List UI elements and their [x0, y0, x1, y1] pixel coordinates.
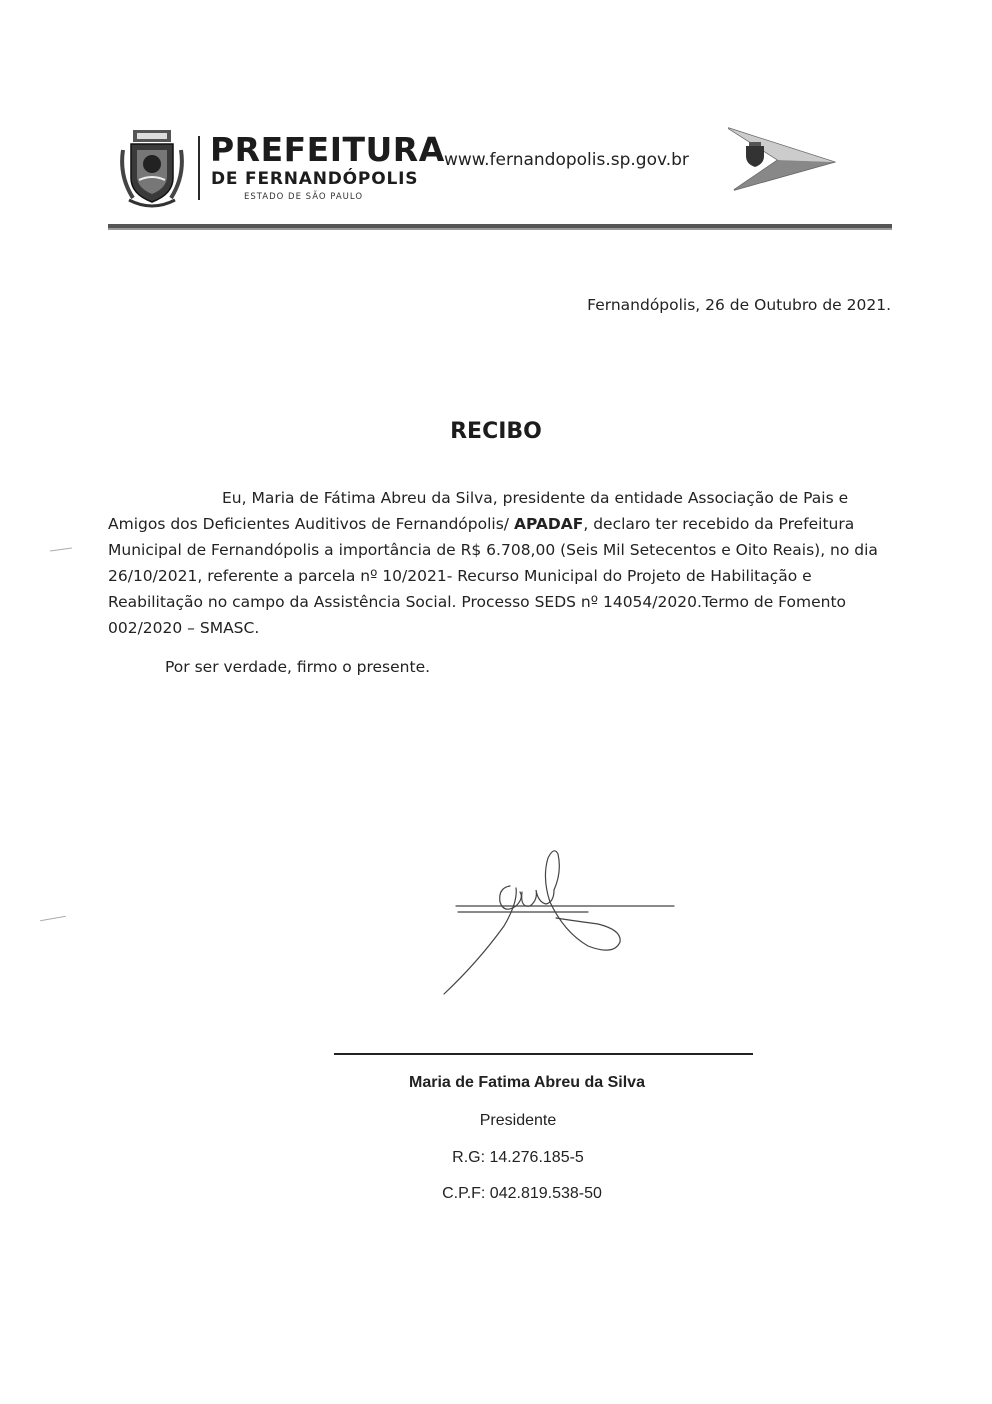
closing-statement: Por ser verdade, firmo o presente. [165, 658, 431, 676]
document-date: Fernandópolis, 26 de Outubro de 2021. [587, 296, 891, 314]
header-rule [108, 224, 892, 230]
body-text-part1: Eu, Maria de Fátima Abreu da Silva, presidente da entidade Associação de Pais e Amigos dos Deficientes Auditivos de Fernandópolis/ [108, 489, 849, 533]
website-link[interactable]: www.fernandopolis.sp.gov.br [444, 150, 689, 170]
scan-mark [40, 916, 66, 921]
scan-mark [50, 547, 72, 551]
receipt-body [108, 485, 898, 641]
signer-name: Maria de Fatima Abreu da Silva [409, 1074, 645, 1091]
org-name: PREFEITURA [210, 130, 445, 169]
entity-acronym: APADAF [513, 515, 584, 533]
signer-cpf: C.P.F: 042.819.538-50 [442, 1185, 602, 1202]
signer-rg: R.G: 14.276.185-5 [452, 1149, 584, 1166]
signer-role: Presidente [479, 1112, 557, 1129]
document-title: RECIBO [450, 419, 542, 444]
org-subname: DE FERNANDÓPOLIS [211, 169, 419, 189]
arrow-emblem-icon [728, 126, 836, 192]
org-state: ESTADO DE SÃO PAULO [244, 192, 364, 202]
header-divider [198, 136, 200, 200]
coat-of-arms-icon [117, 128, 187, 210]
body-text-part2: , declaro ter recebido da Prefeitura Municipal de Fernandópolis a importância de R$ 6.708,00 (Seis Mil Setecentos e Oito Reais), no dia 26/10/2021, referente a parcela nº 10/2021- Recurso Municipal do Projeto de Habilitação e Reabilitação no campo da Assistência Social. Processo SEDS nº 14054/2020.Termo de Fomento 002/2020 – SMASC. [108, 515, 878, 637]
handwritten-signature [438, 842, 678, 1002]
signature-line [334, 1053, 753, 1055]
